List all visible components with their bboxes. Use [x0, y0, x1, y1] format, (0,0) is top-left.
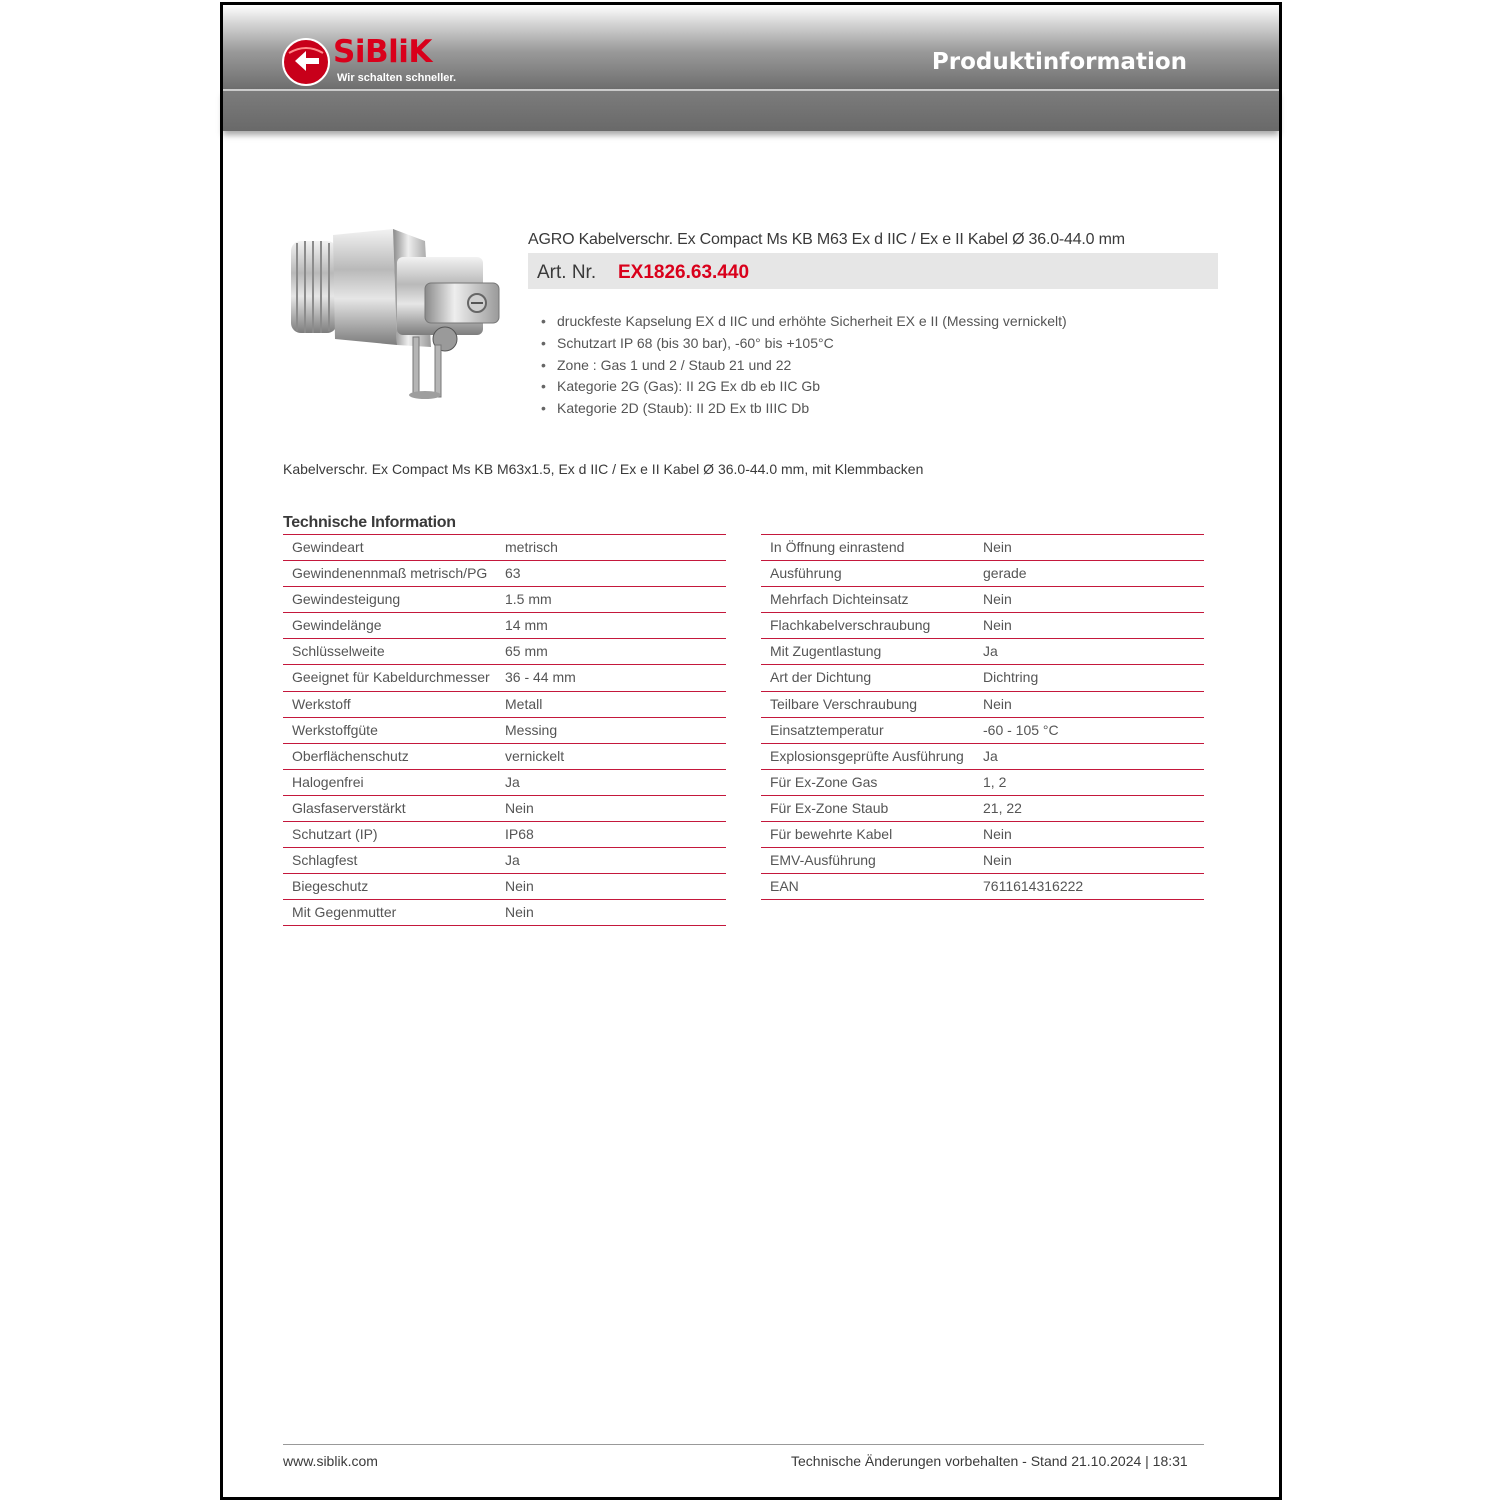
property-value: IP68: [505, 826, 534, 843]
table-row: [761, 718, 1204, 744]
property-value: 21, 22: [983, 799, 1022, 816]
table-row: [761, 535, 1204, 561]
table-row: [283, 744, 726, 770]
property-name: Schlüsselweite: [292, 643, 385, 660]
property-name: Gewindelänge: [292, 617, 382, 634]
tech-table-right: [761, 534, 1204, 900]
table-row: [761, 613, 1204, 639]
table-row: [283, 796, 726, 822]
brand-name: SiBliK: [333, 34, 432, 70]
property-name: Für bewehrte Kabel: [770, 826, 893, 843]
property-name: Mit Gegenmutter: [292, 904, 397, 921]
table-row: [761, 796, 1204, 822]
property-name: Art der Dichtung: [770, 669, 872, 686]
property-value: Ja: [505, 773, 520, 790]
property-value: 7611614316222: [983, 878, 1084, 895]
table-row: [761, 848, 1204, 874]
property-value: Nein: [983, 539, 1012, 555]
property-name: Ausführung: [770, 565, 842, 582]
long-description: Kabelverschr. Ex Compact Ms KB M63x1.5, Ex d IIC / Ex e II Kabel Ø 36.0-44.0 mm, mit Klemmbacken: [283, 461, 924, 477]
property-name: Explosionsgeprüfte Ausführung: [770, 747, 964, 764]
header: [223, 5, 1279, 89]
property-value: Nein: [983, 852, 1012, 869]
property-name: Mehrfach Dichteinsatz: [770, 591, 909, 608]
property-name: Oberflächenschutz: [292, 747, 409, 764]
property-value: Nein: [983, 695, 1012, 712]
table-row: [283, 822, 726, 848]
table-row: [283, 900, 726, 926]
table-row: [761, 561, 1204, 587]
property-name: Gewindenennmaß metrisch/PG: [292, 565, 488, 582]
table-row: [283, 665, 726, 691]
property-name: Geeignet für Kabeldurchmesser: [292, 669, 490, 686]
property-value: Nein: [983, 826, 1012, 843]
property-value: Nein: [505, 799, 534, 816]
datasheet-page: [220, 2, 1282, 1500]
property-value: gerade: [983, 565, 1027, 582]
header-band: [223, 91, 1279, 131]
article-number-bar: [528, 253, 1218, 289]
table-row: [761, 770, 1204, 796]
header-title: Produktinformation: [931, 49, 1187, 75]
table-row: [761, 744, 1204, 770]
property-value: Dichtring: [983, 669, 1039, 686]
property-value: Ja: [983, 643, 998, 660]
siblik-logo: [281, 34, 481, 91]
brand-slogan: Wir schalten schneller.: [337, 72, 457, 84]
feature-item: • Zone : Gas 1 und 2 / Staub 21 und 22: [535, 355, 1067, 377]
property-name: Schutzart (IP): [292, 826, 378, 843]
table-row: [283, 587, 726, 613]
table-row: [761, 639, 1204, 665]
property-name: Gewindesteigung: [292, 591, 401, 608]
article-number-label: Art. Nr.: [537, 262, 597, 283]
feature-item: • Kategorie 2D (Staub): II 2D Ex tb IIIC Db: [535, 398, 1067, 420]
feature-item: • Kategorie 2G (Gas): II 2G Ex db eb IIC Gb: [535, 376, 1067, 398]
footer-note: Technische Änderungen vorbehalten - Stand 21.10.2024 | 18:31: [791, 1453, 1188, 1469]
property-name: EMV-Ausführung: [770, 852, 876, 869]
cable-gland-image: [285, 227, 505, 405]
article-number: EX1826.63.440: [618, 262, 750, 283]
table-row: [283, 613, 726, 639]
property-name: Für Ex-Zone Staub: [770, 799, 889, 816]
property-name: Einsatztemperatur: [770, 721, 884, 738]
property-value: Nein: [505, 878, 534, 895]
property-value: Nein: [983, 591, 1012, 608]
property-value: Messing: [505, 721, 558, 738]
footer-divider: [283, 1444, 1204, 1445]
table-row: [283, 561, 726, 587]
feature-list: [535, 311, 1067, 420]
property-value: 1.5 mm: [505, 591, 552, 608]
table-row: [761, 874, 1204, 900]
property-value: Nein: [505, 904, 534, 921]
property-name: Schlagfest: [292, 852, 358, 869]
table-row: [761, 822, 1204, 848]
table-row: [283, 535, 726, 561]
property-name: Teilbare Verschraubung: [770, 695, 918, 712]
property-name: Werkstoff: [292, 695, 351, 712]
property-name: Halogenfrei: [292, 773, 364, 790]
property-value: Metall: [505, 695, 543, 712]
property-value: 65 mm: [505, 643, 548, 660]
property-name: Glasfaserverstärkt: [292, 799, 406, 816]
property-name: EAN: [770, 878, 799, 895]
property-value: 14 mm: [505, 617, 548, 634]
property-value: metrisch: [505, 539, 558, 555]
property-value: Ja: [505, 852, 520, 869]
table-row: [761, 665, 1204, 691]
property-value: -60 - 105 °C: [983, 721, 1059, 738]
tech-info-heading: Technische Information: [283, 514, 456, 531]
property-value: vernickelt: [505, 747, 565, 764]
feature-item: • druckfeste Kapselung EX d IIC und erhöhte Sicherheit EX e II (Messing vernickelt): [535, 311, 1067, 333]
property-name: Flachkabelverschraubung: [770, 617, 931, 634]
property-name: Mit Zugentlastung: [770, 643, 882, 660]
tech-table-left: [283, 534, 726, 926]
siblik-logo-icon: [281, 37, 331, 87]
property-name: Werkstoffgüte: [292, 721, 378, 738]
property-value: 63: [505, 565, 521, 582]
table-row: [283, 770, 726, 796]
property-value: 36 - 44 mm: [505, 669, 576, 686]
table-row: [283, 692, 726, 718]
table-row: [283, 639, 726, 665]
feature-item: • Schutzart IP 68 (bis 30 bar), -60° bis +105°C: [535, 333, 1067, 355]
property-value: Nein: [983, 617, 1012, 634]
property-name: Für Ex-Zone Gas: [770, 773, 878, 790]
property-value: 1, 2: [983, 773, 1007, 790]
property-name: In Öffnung einrastend: [770, 539, 905, 555]
table-row: [761, 587, 1204, 613]
table-row: [283, 848, 726, 874]
property-name: Biegeschutz: [292, 878, 369, 895]
table-row: [761, 692, 1204, 718]
footer-website-link[interactable]: www.siblik.com: [283, 1453, 378, 1469]
property-name: Gewindeart: [292, 539, 364, 555]
product-title: AGRO Kabelverschr. Ex Compact Ms KB M63 Ex d IIC / Ex e II Kabel Ø 36.0-44.0 mm: [528, 231, 1125, 248]
table-row: [283, 718, 726, 744]
property-value: Ja: [983, 747, 998, 764]
table-row: [283, 874, 726, 900]
